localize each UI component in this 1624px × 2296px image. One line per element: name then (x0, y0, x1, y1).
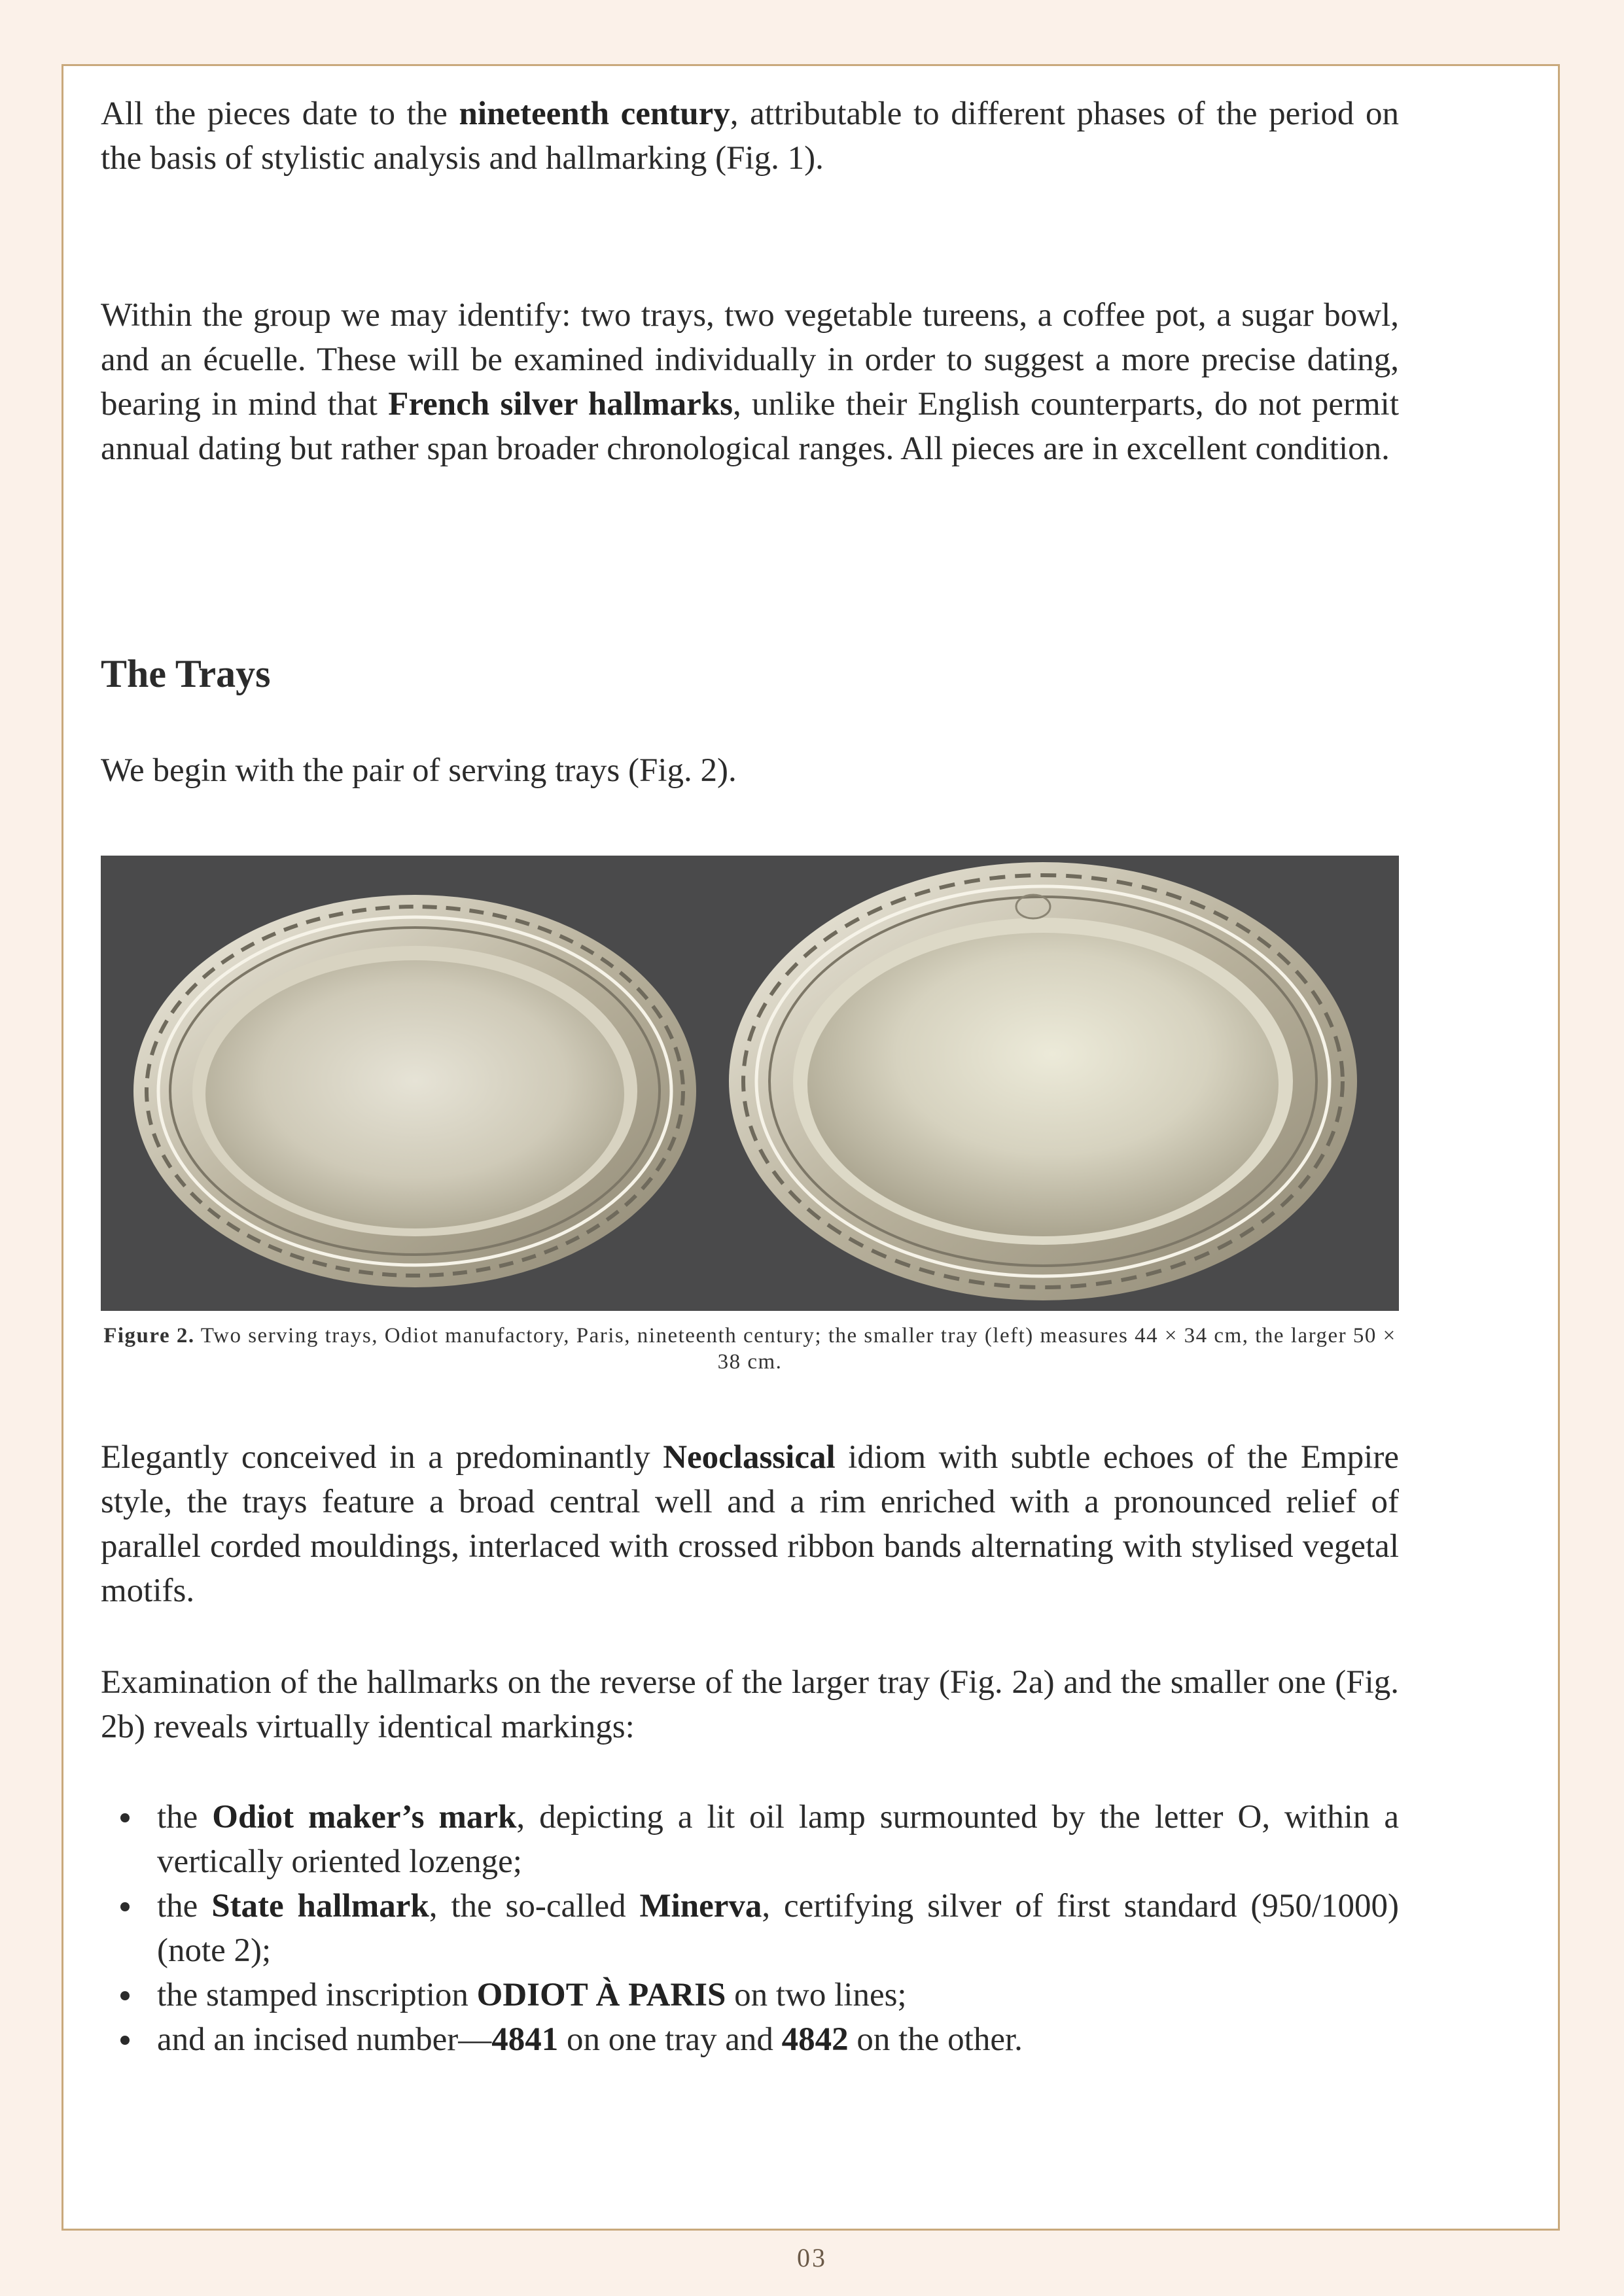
bold-term: nineteenth century (459, 96, 730, 132)
text-run: Elegantly conceived in a predominantly (101, 1439, 663, 1476)
section-heading: The Trays (101, 652, 271, 695)
caption-label: Figure 2. (103, 1324, 195, 1348)
bold-term: State hallmark (211, 1888, 429, 1924)
text-run: the (157, 1888, 212, 1924)
text-run: and an incised number— (157, 2021, 492, 2058)
text-run: , certifying silver of first standard (950/1000) (note 2); (157, 1888, 1399, 1969)
list-item (157, 2017, 1399, 2062)
trays-illustration (101, 856, 1399, 1311)
text-run: on two lines; (726, 1977, 907, 2013)
paragraph-intro-trays: We begin with the pair of serving trays (Fig. 2). (101, 752, 737, 789)
text-run: Within the group we may identify: two trays, two vegetable tureens, a coffee pot, a sugar bowl, and an écuelle. These will be examined individually in order to suggest a more precise dating, bearing in mind that (101, 297, 1399, 423)
figure-caption (101, 1323, 1399, 1375)
large-tray (729, 862, 1357, 1300)
paragraph-description (101, 1435, 1399, 1613)
small-tray (133, 895, 696, 1287)
text-run: the (157, 1799, 213, 1835)
hallmark-list (101, 1795, 1399, 2062)
page-number: 03 (797, 2243, 827, 2272)
caption-text: Two serving trays, Odiot manufactory, Paris, nineteenth century; the smaller tray (left) measures 44 × 34 cm, the larger 50 × 38 cm. (194, 1324, 1396, 1374)
bold-term: Neoclassical (663, 1439, 836, 1476)
text-run: idiom with subtle echoes of the Empire style, the trays feature a broad central well and a rim enriched with a pronounced relief of parallel corded mouldings, interlaced with crossed ribbon bands alternating with stylised vegetal motifs. (101, 1439, 1400, 1609)
text-run: , attributable to different phases of the period on the basis of stylistic analysis and hallmarking (Fig. 1). (101, 96, 1399, 177)
text-run: , the so-called (429, 1888, 640, 1924)
text-run: on one tray and (558, 2021, 782, 2058)
list-item (157, 1973, 1399, 2017)
list-item (157, 1795, 1399, 1884)
bold-term: 4841 (491, 2021, 559, 2058)
text-run: the stamped inscription (157, 1977, 477, 2013)
list-item (157, 1884, 1399, 1973)
figure-trays-photo (101, 856, 1399, 1311)
bold-term: 4842 (781, 2021, 849, 2058)
bold-term: Odiot maker’s mark (212, 1799, 517, 1835)
text-run: , depicting a lit oil lamp surmounted by the letter O, within a vertically oriented lozenge; (157, 1799, 1399, 1880)
paragraph-hallmarks: Examination of the hallmarks on the reverse of the larger tray (Fig. 2a) and the smaller one (Fig. 2b) reveals virtually identical markings: (101, 1664, 1399, 1745)
bold-term: ODIOT À PARIS (476, 1977, 726, 2013)
bold-term: Minerva (639, 1888, 762, 1924)
bold-term: French silver hallmarks (388, 386, 733, 423)
text-run: All the pieces date to the (101, 96, 459, 132)
text-run: , unlike their English counterparts, do not permit annual dating but rather span broader chronological ranges. All pieces are in excellent condition. (101, 386, 1399, 467)
paragraph-dating (101, 92, 1399, 181)
paragraph-group (101, 293, 1399, 471)
text-run: on the other. (848, 2021, 1023, 2058)
